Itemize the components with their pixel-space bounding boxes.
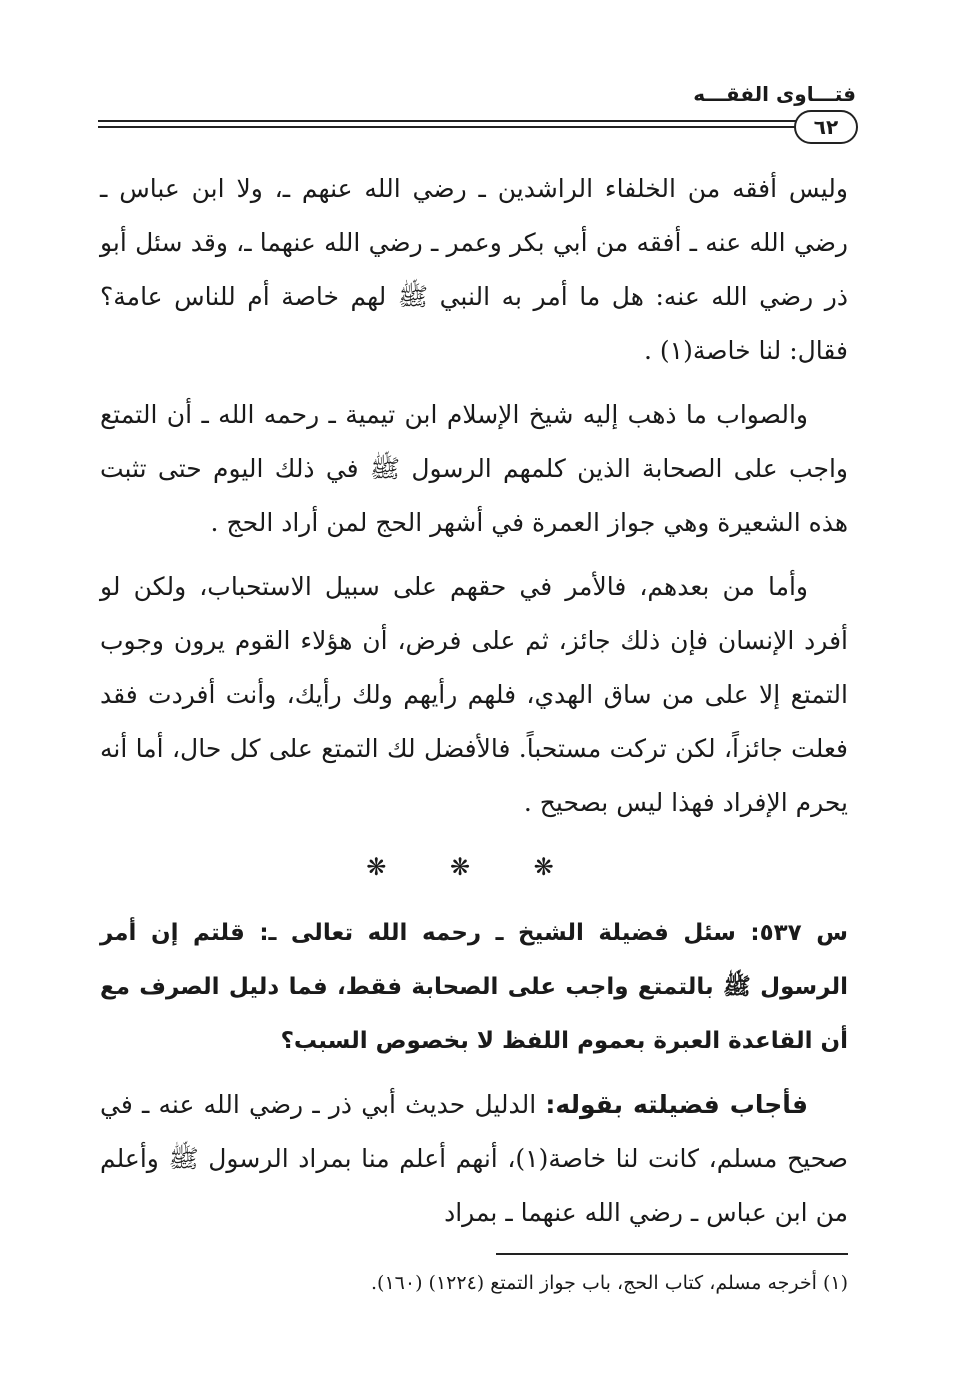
paragraph: وليس أفقه من الخلفاء الراشدين ـ رضي الله عنهم ـ، ولا ابن عباس ـ رضي الله عنه ـ أفقه من أبي بكر وعمر ـ رضي الله عنهما ـ، وقد سئل أبو ذر رضي الله عنه: هل ما أمر به النبي ﷺ لهم خاصة أم للناس عامة؟ فقال: لنا خاصة(١) . (100, 174, 848, 365)
paragraph: وأما من بعدهم، فالأمر في حقهم على سبيل الاستحباب، ولكن لو أفرد الإنسان فإن ذلك جائز، ثم على فرض، أن هؤلاء القوم يرون وجوب التمتع إلا على من ساق الهدي، فلهم رأيهم ولك رأيك، وأنت أفردت فقد فعلت جائزاً، لكن تركت مستحباً. فالأفضل لك التمتع على كل حال، أما أنه يحرم الإفراد فهذا ليس بصحيح . (100, 572, 848, 817)
question-paragraph: س ٥٣٧: سئل فضيلة الشيخ ـ رحمه الله تعالى ـ: قلتم إن أمر الرسول ﷺ بالتمتع واجب على الصحابة فقط، فما دليل الصرف مع أن القاعدة العبرة بعموم اللفظ لا بخصوص السبب؟ (100, 920, 848, 1054)
header-rule (98, 120, 800, 122)
page-header (98, 80, 858, 160)
footnote-rule (496, 1253, 848, 1255)
running-title: فتـــاوى الفقـــه (693, 82, 856, 106)
paragraph: والصواب ما ذهب إليه شيخ الإسلام ابن تيمية ـ رحمه الله ـ أن التمتع واجب على الصحابة الذين كلمهم الرسول ﷺ في ذلك اليوم حتى تثبت هذه الشعيرة وهي جواز العمرة في أشهر الحج لمن أراد الحج . (100, 400, 848, 537)
page-body (100, 162, 848, 1240)
page-number: ٦٢ (794, 110, 858, 144)
header-rule (98, 126, 800, 128)
answer-lead: فأجاب فضيلته بقوله: (545, 1090, 808, 1119)
footnote: (١) أخرجه مسلم، كتاب الحج، باب جواز التمتع (١٢٢٤) (١٦٠). (371, 1272, 848, 1294)
section-separator: ❋ ❋ ❋ (366, 853, 582, 881)
answer-paragraph: فأجاب فضيلته بقوله: الدليل حديث أبي ذر ـ رضي الله عنه ـ في صحيح مسلم، كانت لنا خاصة(١)، أنهم أعلم منا بمراد الرسول ﷺ وأعلم من ابن عباس ـ رضي الله عنهما ـ بمراد (100, 1090, 848, 1227)
